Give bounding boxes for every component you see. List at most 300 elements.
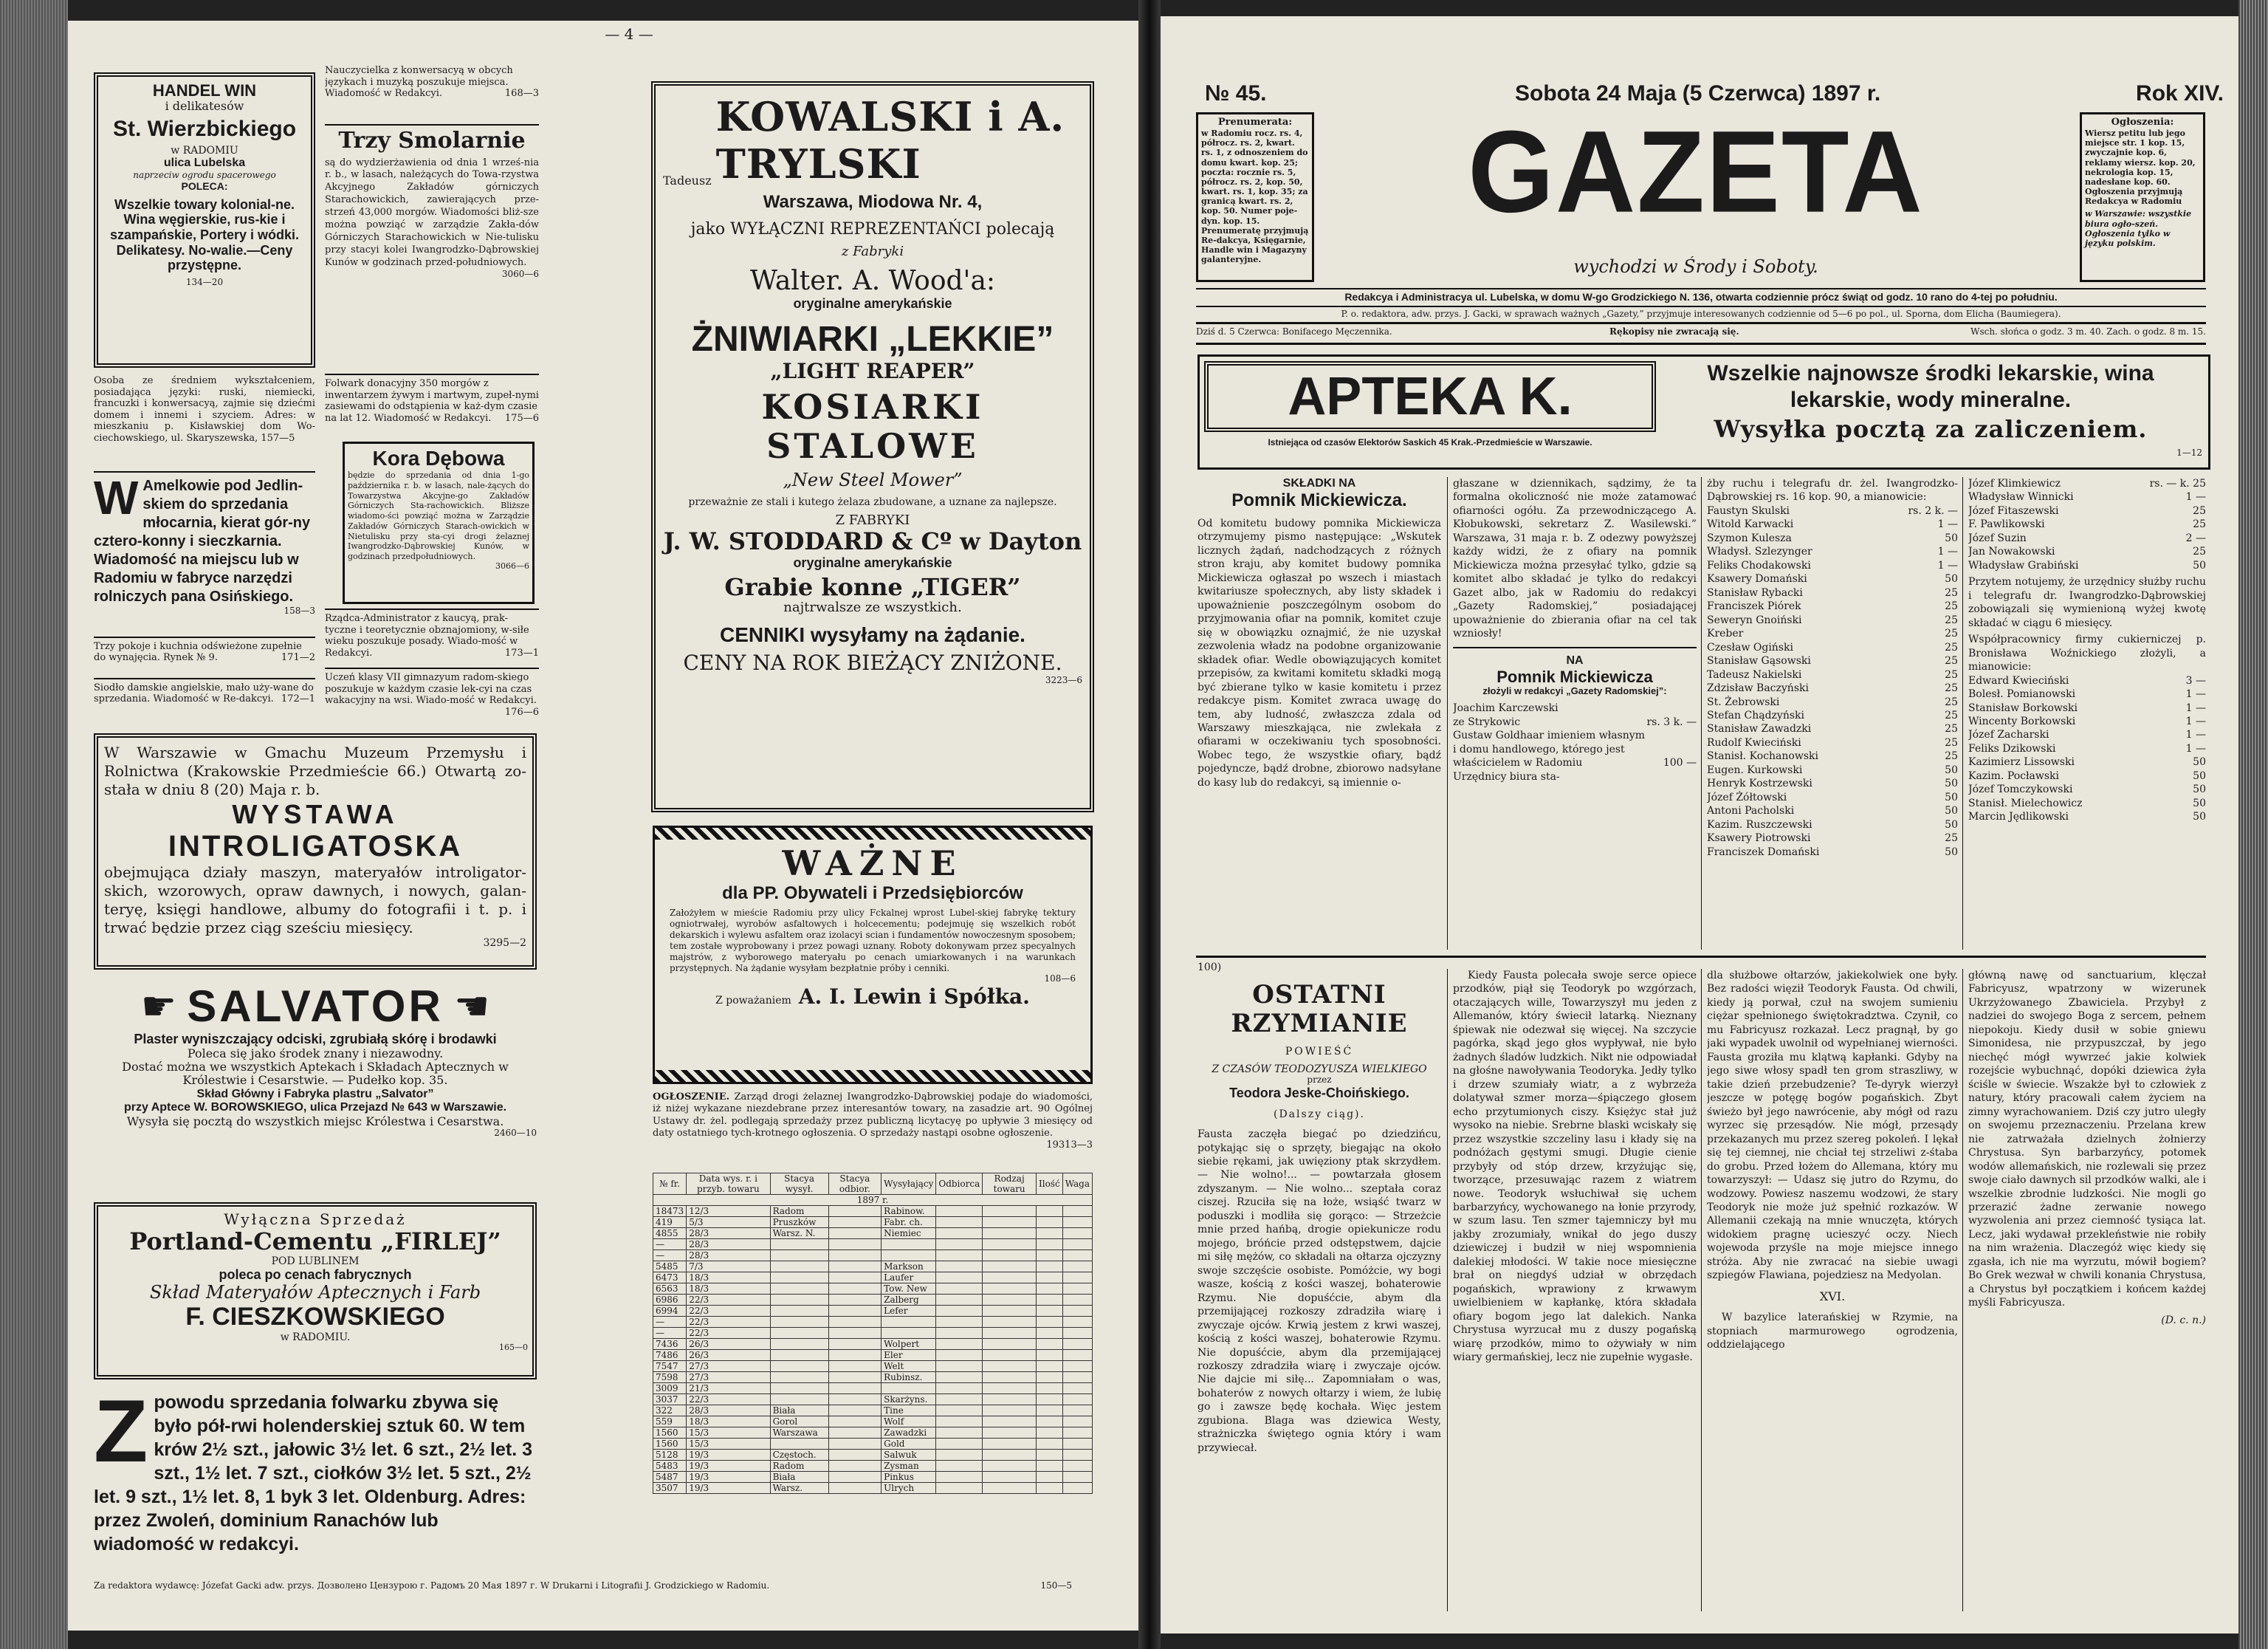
donor-row (1707, 518, 1958, 531)
ledger-cell (882, 1239, 936, 1250)
ledger-cell: 6563 (653, 1283, 687, 1295)
ledger-cell: 12/3 (687, 1206, 770, 1217)
ledger-cell (936, 1283, 983, 1295)
donor-amount: 50 (2193, 756, 2206, 769)
ledger-row (653, 1483, 1093, 1494)
donor-name: F. Pawlikowski (1968, 518, 2045, 531)
folwark-sale-ad (94, 1391, 537, 1571)
kowalski-wood: Walter. A. Wood'a: (749, 265, 996, 296)
kowalski-line2: z Fabryki (841, 243, 904, 259)
ledger-cell: Laufer (882, 1272, 936, 1283)
donor-name: Rudolf Kwieciński (1707, 736, 1801, 749)
firlej-t3: POD LUBLINEM (271, 1255, 360, 1267)
ledger-cell (1062, 1416, 1092, 1427)
donor-row (1968, 715, 2206, 728)
donor-amount: 3 — (2185, 674, 2206, 687)
ledger-cell (936, 1472, 983, 1483)
ledger-cell (983, 1228, 1037, 1239)
ledger-cell: 18/3 (687, 1416, 770, 1427)
ledger-cell: 21/3 (687, 1383, 770, 1394)
wazne-text: Założyłem w mieście Radomiu przy ulicy Fckalnej wprost Lubel-skiej fabrykę tektury ogniotrwałej, wyrobów asfaltowych i holcecementu; podejmuję się wszelkich robót dekarskich i wylewu asfaltem oraz izolacyi scian i fundamentów nowoczesnym sposobem; tem zostałe wyprobowany i przez powagi uznany. Roboty dokonywam przez specyalnych majstrów, z wyborowego materyału po cenach umiarkowanych i na warunkach przystępnych. Na żądanie wysyłam bezpłatnie próby i cenniki. (670, 908, 1076, 974)
donor-row (1707, 641, 1958, 654)
folwark-sale-initial: Z (94, 1391, 148, 1481)
donor-name: Henryk Kostrzewski (1707, 778, 1812, 790)
ledger-cell (770, 1261, 828, 1272)
donor-amount: 50 (2193, 784, 2206, 796)
ledger-cell (1062, 1217, 1092, 1228)
salvator-line3: Dostać można we wszystkich Aptekach i Składach Aptecznych w Królestwie i Cesarstwie. — Pudełko kop. 35. (122, 1060, 509, 1088)
donor-amount: 25 (1945, 709, 1958, 721)
donor-row (1453, 756, 1697, 769)
ledger-cell: Biała (770, 1405, 828, 1416)
apteka-wendy-ad (1197, 354, 2210, 470)
ledger-cell (770, 1306, 828, 1317)
ledger-cell (1062, 1228, 1092, 1239)
ledger-header-cell: Data wys. r. i przyb. towaru (687, 1173, 770, 1195)
kowalski-ceny: CENY NA ROK BIEŻĄCY ZNIŻONE. (683, 651, 1062, 676)
pointing-hand-left-icon: ☛ (453, 983, 490, 1029)
donor-row (1968, 755, 2206, 769)
divider (325, 608, 539, 610)
donor-amount: 25 (1945, 628, 1958, 640)
ledger-cell (1037, 1295, 1063, 1306)
rzadca-code: 173—1 (504, 647, 539, 659)
wystawa-title2: INTROLIGATOSKA (168, 830, 463, 863)
donor-row (1968, 742, 2206, 755)
ledger-row (653, 1394, 1093, 1405)
ledger-cell: 28/3 (687, 1405, 770, 1416)
ledger-cell (828, 1450, 882, 1461)
ledger-cell (1037, 1350, 1063, 1361)
ledger-cell: 27/3 (687, 1361, 770, 1372)
ledger-cell: 22/3 (687, 1306, 770, 1317)
donor-amount: 1 — (2185, 729, 2206, 741)
feuilleton-col3-text: dla służbowe ołtarzów, jakiekolwiek one były. Bez radości więził Teodoryk Fausta. Od chwili, kiedy ją porwał, czuł na swojem sumieniu ciężar spełnionego świętokradztwa. Czynił, co mu Fabricyusz rozkazał. Lecz pragnął, by go jaki wypadek uwolnił od wypełnianej wierności. Fausta groziła mu klątwą kapłanki. Gdyby na jego siwe włosy spadł ten grom straszliwy, w takie dzień przebudzenie? Te-dyryk wierzył jeszcze w potęgę bogów pogańskich. Zbyt świeżo był jego nawrócenie, aby mógł od razu wyrzec się przesądów. Nie mógł, przesądy przekazanych mu przez szereg pokoleń. I lękał się tej ciemnej, nie chciał tej strzeliwi z-śtaba do grobu. Przed łożem do Allemana, który mu towarzyszył: — Udasz się jutro do Rzymu, do wodzowy. Powiesz naszemu wodzowi, że stary Teodoryk nie może już spełnić rozkazów. W Allemanii czekają na mnie wnuczęta, których widokiem pragnę ucieszyć oczy. Niech wojewoda przyśle na moje miejsce innego stróża. Aby nie zwracać na siebie uwagi szpiegów Flawiana, pojedziesz na Medyolan. (1707, 970, 1958, 1282)
ledger-cell (936, 1394, 983, 1405)
ledger-row (653, 1283, 1093, 1295)
donor-amount: 25 (1945, 614, 1958, 626)
donor-row (1968, 702, 2206, 715)
ledger-cell (770, 1394, 828, 1405)
ledger-row (653, 1306, 1093, 1317)
donors-wspol: Współpracownicy firmy cukierniczej p. Bronisława Woźnickiego złożyli, a mianowicie: (1968, 634, 2206, 673)
divider (1196, 322, 2206, 324)
donor-row (1707, 532, 1958, 545)
ledger-cell (1037, 1405, 1063, 1416)
donor-row (1707, 682, 1958, 695)
sunrise-sunset: Wsch. słońca o godz. 3 m. 40. Zach. o godz. 8 m. 15. (1970, 326, 2206, 337)
ledger-cell (770, 1439, 828, 1450)
ledger-cell: — (653, 1239, 687, 1250)
skladki-col1 (1197, 477, 1441, 950)
donor-name: Józef Zacharski (1968, 729, 2049, 741)
ledger-cell: Rubinsz. (882, 1372, 936, 1383)
ledger-header-cell: Odbiorca (936, 1173, 983, 1195)
donor-row (1453, 716, 1697, 729)
column-rule (1447, 477, 1448, 950)
ledger-row (653, 1416, 1093, 1427)
ledger-cell (1062, 1372, 1092, 1383)
donor-row (1968, 769, 2206, 783)
feuilleton-col3 (1707, 969, 1958, 1611)
ledger-cell (936, 1261, 983, 1272)
ledger-cell (1037, 1228, 1063, 1239)
column-rule (1962, 969, 1963, 1611)
ledger-cell (1037, 1427, 1063, 1439)
pointing-hand-right-icon: ☛ (140, 983, 177, 1029)
ledger-cell (1062, 1272, 1092, 1283)
apteka-right3: Wysyłka pocztą za zaliczeniem. (1714, 415, 2148, 443)
smolarnie-code: 3060—6 (501, 268, 539, 279)
ledger-row (653, 1328, 1093, 1339)
skladki-text2: głaszane w dziennikach, sądzimy, że ta formalna okoliczność nie może zatamować ofiarności ogółu. Za przewodniczącego A. Kłobukowski, sekretarz Z. Wasilewski.” Warszawa, 31 maja r. b. Z odezwy powyższej każdy widzi, że z ofiary na pomnik Mickiewicza można przesyłać tylko, gdzie są komitet albo składać je tylko do redakcyi Gazet albo, jak w Radomiu do redakcyi „Gazety Radomskiej,” posiadającej upoważnienie do zbierania ofiar na cel tak wzniosły! (1453, 478, 1697, 640)
donor-name: Tadeusz Nakielski (1707, 668, 1802, 681)
donor-row (1707, 559, 1958, 572)
ledger-cell (936, 1239, 983, 1250)
donor-name: Joachim Karczewski (1453, 702, 1559, 715)
ledger-cell: Radom (770, 1461, 828, 1472)
divider (1196, 343, 2206, 345)
donor-amount: 25 (2193, 504, 2206, 517)
ledger-cell (828, 1317, 882, 1328)
ledger-row (653, 1372, 1093, 1383)
ledger-cell (828, 1306, 882, 1317)
ledger-cell (828, 1228, 882, 1239)
page-number: — 4 — (605, 25, 653, 43)
ledger-row (653, 1272, 1093, 1283)
donor-name: Stanisł. Mielechowicz (1968, 797, 2083, 809)
ledger-cell: Wolpert (882, 1339, 936, 1350)
kowalski-zniwiarki: ŻNIWIARKI „LEKKIE” (691, 319, 1054, 359)
ledger-cell (983, 1295, 1037, 1306)
column-rule (1701, 969, 1702, 1611)
ledger-cell: 26/3 (687, 1350, 770, 1361)
left-page-stack (0, 0, 68, 1649)
donors-przytem: Przytem notujemy, że urzędnicy służby ruchu i telegrafu dr. Iwangrodzko-Dąbrowskiej zobowiązali się wymienioną wyżej kwotę składać w ciągu 6 miesięcy. (1968, 576, 2206, 629)
donor-name: Eugen. Kurkowski (1707, 764, 1803, 776)
amelkowie-ad (94, 477, 315, 632)
donor-row (1707, 764, 1958, 777)
donor-row (1707, 818, 1958, 832)
ledger-cell (983, 1272, 1037, 1283)
donor-name: Stanisław Zawadzki (1707, 723, 1812, 736)
unclaimed-goods-table (653, 1173, 1093, 1575)
ledger-cell: Salwuk (882, 1450, 936, 1461)
donor-row (1707, 791, 1958, 804)
border-pattern (655, 1070, 1090, 1082)
ledger-cell (1062, 1472, 1092, 1483)
smolarnie-ad (325, 128, 539, 372)
ledger-cell (1062, 1439, 1092, 1450)
ledger-cell (828, 1361, 882, 1372)
ledger-cell (1037, 1250, 1063, 1261)
folwark-ad (325, 378, 539, 424)
ledger-cell: 27/3 (687, 1372, 770, 1383)
ledger-cell: Skarżyns. (882, 1394, 936, 1405)
nauczycielka-text: Nauczycielka z konwersacyą w obcych językach i muzyką poszukuje miejsca. Wiadomość w Redakcyi. (325, 65, 513, 100)
ledger-cell (983, 1394, 1037, 1405)
ledger-cell: 28/3 (687, 1250, 770, 1261)
handel-body: Wszelkie towary kolonial-ne. Wina węgierskie, rus-kie i szampańskie, Portery i wódki. Delikatesy. No-walie.—Ceny przystępne. (109, 196, 300, 273)
donor-row (1453, 770, 1697, 784)
kowalski-light: „LIGHT REAPER” (770, 358, 975, 383)
ledger-row (653, 1295, 1093, 1306)
ledger-cell: Niemiec (882, 1228, 936, 1239)
handel-owner: St. Wierzbickiego (112, 116, 297, 141)
ledger-cell (1062, 1405, 1092, 1416)
ledger-cell: 28/3 (687, 1239, 770, 1250)
donor-row (1968, 504, 2206, 518)
donor-name: Urzędnicy biura sta- (1453, 770, 1560, 783)
ledger-cell (983, 1416, 1037, 1427)
kowalski-kosiarki: KOSIARKI STALOWE (761, 387, 984, 466)
issue-number: № 45. (1205, 81, 1267, 106)
donor-name: Kazim. Ruszczewski (1707, 818, 1812, 831)
ledger-cell: 6473 (653, 1272, 687, 1283)
ledger-cell (936, 1228, 983, 1239)
folwark-code: 175—6 (504, 412, 539, 424)
ledger-cell: Lefer (882, 1306, 936, 1317)
donor-row (1707, 696, 1958, 709)
donor-row (1707, 586, 1958, 600)
skladki-title: SKŁADKI NA (1282, 477, 1356, 490)
kowalski-stoddard: J. W. STODDARD & Cº w Dayton (663, 527, 1082, 556)
border-pattern (655, 828, 1090, 840)
ledger-cell (936, 1372, 983, 1383)
ledger-cell (828, 1483, 882, 1494)
divider (1196, 288, 2206, 289)
donor-row (1453, 729, 1697, 742)
ledger-cell: — (653, 1317, 687, 1328)
ledger-cell: 15/3 (687, 1439, 770, 1450)
donor-amount: 25 (2193, 546, 2206, 558)
ledger-row (653, 1228, 1093, 1239)
feuilleton-col3b-text: W bazylice laterańskiej w Rzymie, na stopniach marmurowego ogrodzenia, oddzielającego (1707, 1312, 1958, 1351)
masthead-title: GAZETA (1468, 106, 1924, 237)
siodlo-ad (94, 682, 315, 704)
kora-debowa-ad (343, 442, 535, 604)
ledger-cell (936, 1328, 983, 1339)
railway-notice (653, 1091, 1093, 1151)
firlej-code: 165—0 (499, 1343, 528, 1353)
donor-amount: 25 (1945, 586, 1958, 599)
rzadca-text: Rządca-Administrator z kaucyą, prak-tyczne i teoretycznie obznajomiony, w-siłe wieku poszukuje posady. Wiado-mość w Redakcyi. (325, 613, 529, 659)
ledger-cell: Biała (770, 1472, 828, 1483)
firlej-t5: Skład Materyałów Aptecznych i Farb (149, 1281, 481, 1303)
ledger-cell (1037, 1239, 1063, 1250)
footer-text: Za redaktora wydawcę: Józefat Gacki adw. przys. Дозволено Цензурою г. Радомъ 20 Мая 1897 г. W Drukarni i Litografii J. Grodzickiego w Radomiu. (94, 1580, 770, 1591)
handel-code: 134—20 (185, 277, 224, 287)
salvator-ad (94, 981, 537, 1195)
ledger-cell (1037, 1217, 1063, 1228)
ledger-cell (983, 1217, 1037, 1228)
ledger-row (653, 1427, 1093, 1439)
ledger-cell: 5128 (653, 1450, 687, 1461)
ledger-cell (1062, 1383, 1092, 1394)
ledger-header-cell: Stacya wysył. (770, 1173, 828, 1195)
ledger-cell (828, 1272, 882, 1283)
ledger-cell: 19/3 (687, 1450, 770, 1461)
ledger-cell: Radom (770, 1206, 828, 1217)
ledger-cell (828, 1350, 882, 1361)
ledger-table (653, 1173, 1093, 1494)
apteka-code: 1—12 (2176, 448, 2202, 458)
feuilleton-title: OSTATNI RZYMIANIE (1231, 980, 1408, 1039)
donor-name: Józef Tomczykowski (1968, 784, 2073, 796)
divider (325, 668, 539, 669)
ledger-cell (1037, 1372, 1063, 1383)
ledger-header-cell: Rodzaj towaru (983, 1173, 1037, 1195)
donor-name: Kazimierz Lissowski (1968, 756, 2075, 769)
column-rule (1962, 477, 1963, 950)
skladki-na: NA (1566, 654, 1584, 667)
ledger-cell (882, 1328, 936, 1339)
donor-row (1707, 654, 1958, 668)
ledger-cell: 1560 (653, 1439, 687, 1450)
wystawa-ad (94, 733, 537, 970)
ledger-cell (770, 1361, 828, 1372)
donor-amount: 1 — (2185, 688, 2206, 701)
donors-list-b (1707, 504, 1958, 859)
kowalski-code: 3223—6 (1045, 674, 1082, 685)
ledger-cell (1037, 1306, 1063, 1317)
ledger-cell (983, 1427, 1037, 1439)
donor-row (1968, 559, 2206, 572)
donor-name: Kazim. Pocławski (1968, 769, 2059, 782)
apteka-right2: lekarskie, wody mineralne. (1790, 388, 2072, 412)
salvator-line4: Skład Główny i Fabryka plastru „Salvator” (196, 1087, 434, 1100)
ledger-cell: 22/3 (687, 1328, 770, 1339)
ledger-cell: Wolf (882, 1416, 936, 1427)
ledger-cell (936, 1272, 983, 1283)
kowalski-orig2: oryginalne amerykańskie (793, 555, 952, 570)
siodlo-code: 172—1 (281, 693, 315, 704)
wazne-ad (653, 826, 1093, 1084)
ledger-cell (1037, 1361, 1063, 1372)
donor-amount: 100 — (1663, 757, 1697, 769)
donor-amount: 1 — (2185, 742, 2206, 755)
donor-row (1707, 614, 1958, 627)
ledger-header-cell: Waga (1062, 1173, 1092, 1195)
kowalski-fabryki: Z FABRYKI (835, 512, 910, 528)
handel-street: ulica Lubelska (163, 157, 246, 170)
donor-amount: 25 (1945, 682, 1958, 695)
feuilleton-col4-text: główną nawę od sanctuarium, klęczał Fabricyusz, wpatrzony w wizerunek Ukrzyżowanego Zbawiciela. Przybył z nadziei do swojego Boga z sercem, pełnem niepokoju. Kiedy dusił w sobie gniewu Simonidesa, nie przypuszczał, by jego niechęć mógł wywrzeć jakie kolwiek rozejście wybuchnąć, dopóki dziewica żyła ściśle w świecie. Wszakże był to człowiek z natury, który pracowali całem życiem na zimny wyrachowaniem. Dziś czy jutro uległy on swojemu przeznaczeniu. Przelana krew nie zatrważała dzielnych żołnierzy Chrystusa. Syn barbarzyńcy, potomek wodów allemańskich, nie rozlewali się przez swoje ciało dawnych sil przodków walki, ale i wszelkie zbrodnie ludzkości. Nie mogli go przerazić żadne zerwanie nowego wyzwolenia ani przez ciemność tysiąca lat. Lecz, jaki wydawał przekleństwie nie robiły na nim wrażenia. Dlaczegóż więc kiedy się zgasła, ich nie ma wyrzutu, mówił bogiem? Bo Grek wezwał w chwili konania Chrystusa, a Chrystus był początkiem i końcem każdej myśli Fabricyusza. (1968, 970, 2206, 1309)
ledger-cell (983, 1472, 1037, 1483)
donor-row (1707, 668, 1958, 682)
donor-amount: rs. 3 k. — (1646, 716, 1697, 728)
ledger-row (653, 1439, 1093, 1450)
feuilleton-czasow: Z CZASÓW TEODOZYUSZA WIELKIEGO (1212, 1063, 1427, 1076)
firlej-ad (94, 1202, 537, 1379)
ledger-cell: 28/3 (687, 1228, 770, 1239)
feuilleton-author: Teodora Jeske-Choińskiego. (1229, 1086, 1409, 1101)
apteka-below: Istniejąca od czasów Elektorów Saskich 45 Krak.-Przedmieście w Warszawie. (1268, 437, 1592, 448)
ledger-cell: Tow. New (882, 1283, 936, 1295)
donor-name: Franciszek Piórek (1707, 600, 1801, 613)
donor-name: St. Żebrowski (1707, 696, 1780, 708)
ledger-cell: 26/3 (687, 1339, 770, 1350)
donor-name: Wincenty Borkowski (1968, 715, 2076, 727)
ledger-cell: 1560 (653, 1427, 687, 1439)
donor-name: Stanisław Borkowski (1968, 702, 2078, 714)
firlej-t4: poleca po cenach fabrycznych (219, 1266, 412, 1282)
donor-row (1968, 688, 2206, 701)
nauczycielka-ad (325, 65, 539, 100)
ledger-cell (1037, 1272, 1063, 1283)
ledger-header-cell: Stacya odbior. (828, 1173, 882, 1195)
donor-row (1453, 702, 1697, 715)
masthead-subtitle: wychodzi w Środy i Soboty. (1573, 256, 1818, 277)
notice-label: OGŁOSZENIE. (653, 1091, 730, 1103)
firlej-t7: w RADOMIU. (280, 1331, 351, 1344)
ledger-cell (1037, 1439, 1063, 1450)
ledger-cell (770, 1295, 828, 1306)
donor-name: Józef Suzin (1968, 532, 2027, 544)
feuilleton-divider (1196, 956, 2206, 958)
folwark-text: Folwark donacyjny 350 morgów z inwentarzem żywym i martwym, zupeł-nymi zasiewami do odstąpienia w każ-dym czasie na lat 12. Wiadomość w Redakcyi. (325, 378, 539, 424)
ledger-cell: 5485 (653, 1261, 687, 1272)
ledger-cell (828, 1239, 882, 1250)
donor-amount: 50 (2193, 559, 2206, 572)
ledger-cell (1037, 1206, 1063, 1217)
ledger-cell (770, 1383, 828, 1394)
feuilleton-przez: przez (1307, 1074, 1332, 1086)
ledger-body (653, 1195, 1093, 1494)
ledger-cell (936, 1339, 983, 1350)
ledger-cell: Eler (882, 1350, 936, 1361)
donor-name: Ksawery Domański (1707, 573, 1807, 586)
ledger-cell: 4855 (653, 1228, 687, 1239)
donor-amount: 50 (2193, 769, 2206, 782)
donor-row (1968, 674, 2206, 688)
right-page (1161, 16, 2238, 1633)
donor-name: Józef Fitaszewski (1968, 504, 2059, 517)
ledger-cell (1062, 1450, 1092, 1461)
donor-amount: 50 (2193, 811, 2206, 823)
salvator-line1: Plaster wyniszczający odciski, zgrubiałą skórę i brodawki (134, 1032, 497, 1046)
ledger-row (653, 1405, 1093, 1416)
donor-amount: 1 — (1937, 546, 1958, 558)
divider (325, 374, 539, 375)
feast-of-day: Dziś d. 5 Czerwca: Bonifacego Męczennika. (1196, 326, 1392, 337)
donor-name: Marcin Jędlikowski (1968, 811, 2069, 823)
donor-name: Witold Karwacki (1707, 518, 1794, 531)
ledger-row (653, 1339, 1093, 1350)
donor-row (1707, 722, 1958, 736)
donor-name: Władysł. Szlezynger (1707, 546, 1812, 558)
ledger-cell: Fabr. ch. (882, 1217, 936, 1228)
ledger-cell (1062, 1483, 1092, 1494)
ledger-cell (983, 1439, 1037, 1450)
ledger-cell (983, 1261, 1037, 1272)
redakcja-line: Redakcya i Administracya ul. Lubelska, w domu W-go Grodzickiego N. 136, otwarta codziennie prócz świąt od godz. 10 rano do 4-tej po południu. (1344, 291, 2058, 303)
folwark-sale-text: powodu sprzedania folwarku zbywa się było pół-rwi holenderskiej sztuk 60. W tem krów 2½ szt., jałowic 3½ let. 6 szt., 2½ let. 3 szt., 1½ let. 7 szt., ciołków 3½ let. 5 szt., 2½ let. 9 szt., 1½ let. 8, 1 byk 3 let. Oldenburg. Adres: przez Zwoleń, dominium Ranachów lub wiadomość w redakcyi. (94, 1392, 533, 1554)
kowalski-prefix: Tadeusz (663, 174, 712, 188)
ledger-cell (983, 1372, 1037, 1383)
kowalski-cenniki: CENNIKI wysyłamy na żądanie. (720, 623, 1025, 647)
skladki-text: Od komitetu budowy pomnika Mickiewicza otrzymujemy pismo następujące: „Wskutek licznych żądań, nadchodzących z różnych stron kraju, aby komitet budowy pomnika Mickiewicza ogłaszał po wszech i miastach kwitariusze społecznych, aby listy składek i upoważnienie poszczególnym osobom do przyjmowania ofiar na pomnik, komitet czuje się w obowiązku oznajmić, że nie uzyskał zezwolenia władz na podobne organizowanie składek ofiar. Wedle obowiązujących komitet przepisów, za kwitami komitetu składki mogą być zbierane tylko w kasie komitetu i przez redakcye pism. Komitet zwraca uwagę do tem, aby ludność, zwłaszcza zdala od Warszawy mieszkająca, nie zwlekała z ofiarami w oczekiwaniu tych sposobności. Wobec tego, że wszystkie ofiary, bądź pojedyncze, bądź drobne, zbiorowo nadsyłane do kasy lub do redakcyi, są imiennie o- (1197, 517, 1441, 789)
ledger-row (653, 1472, 1093, 1483)
notice-code: 19313—3 (1046, 1139, 1093, 1151)
feuilleton-sign: (D. c. n.) (2161, 1314, 2206, 1326)
donor-amount: 1 — (2185, 491, 2206, 504)
donor-name: Stanisław Gąsowski (1707, 655, 1811, 668)
ledger-cell (983, 1405, 1037, 1416)
ledger-cell (828, 1439, 882, 1450)
donors-list-a (1453, 702, 1697, 784)
kowalski-grabie: Grabie konne „TIGER” (724, 572, 1021, 601)
